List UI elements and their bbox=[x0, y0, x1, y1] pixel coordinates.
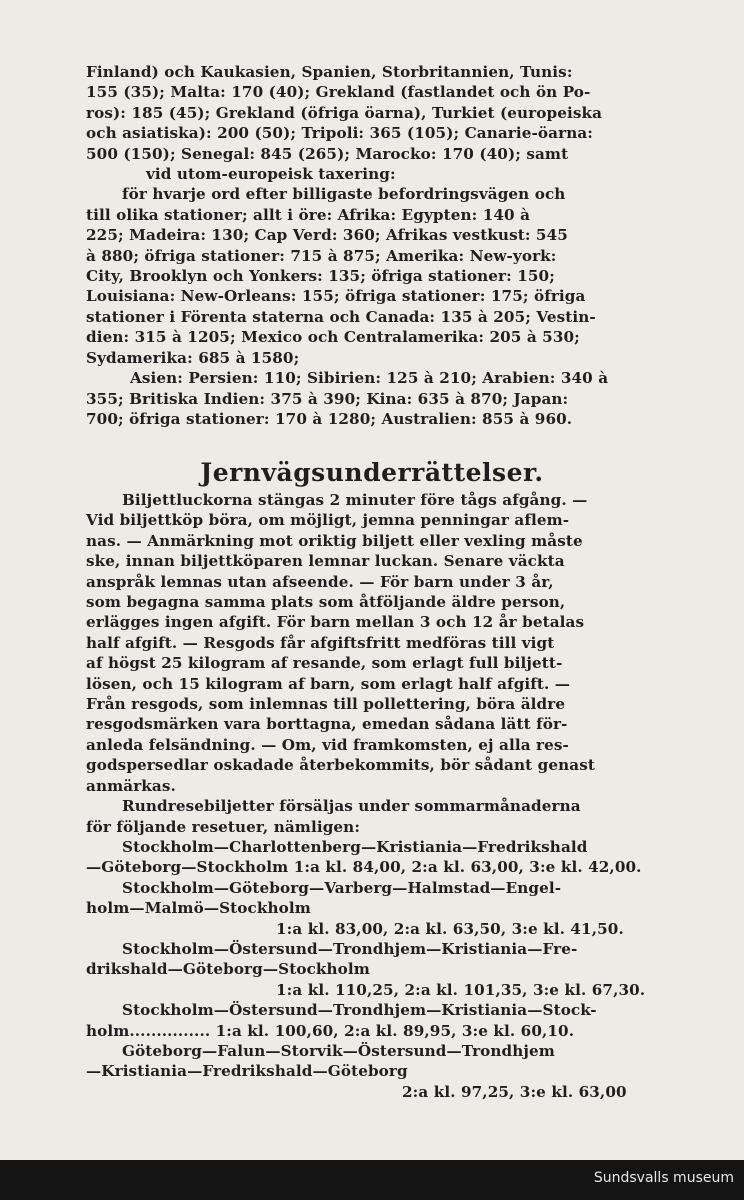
text-line: Louisiana: New-Orleans: 155; öfriga stationer: 175; öfriga bbox=[86, 287, 586, 306]
text-line: som begagna samma plats som åtföljande äldre person, bbox=[86, 593, 566, 612]
text-line: Sydamerika: 685 à 1580; bbox=[86, 348, 300, 367]
text-line: Stockholm—Östersund—Trondhjem—Kristiania—Fre- bbox=[122, 939, 578, 958]
text-line: 225; Madeira: 130; Cap Verd: 360; Afrikas vestkust: 545 bbox=[86, 226, 568, 245]
text-line: dien: 315 à 1205; Mexico och Centralamerika: 205 à 530; bbox=[86, 328, 580, 347]
text-line: Vid biljettköp böra, om möjligt, jemna penningar aflem- bbox=[86, 511, 570, 530]
text-line: 1:a kl. 83,00, 2:a kl. 63,50, 3:e kl. 41,50. bbox=[276, 919, 624, 938]
text-line: City, Brooklyn och Yonkers: 135; öfriga stationer: 150; bbox=[86, 267, 555, 286]
tariff-section bbox=[86, 62, 674, 429]
text-line: anspråk lemnas utan afseende. — För barn under 3 år, bbox=[86, 572, 554, 591]
section-heading: Jernvägsunderrättelser. bbox=[200, 458, 544, 487]
text-line: 500 (150); Senegal: 845 (265); Marocko: 170 (40); samt bbox=[86, 144, 569, 163]
text-line: Rundresebiljetter försäljas under sommarmånaderna bbox=[122, 797, 581, 816]
text-line: 2:a kl. 97,25, 3:e kl. 63,00 bbox=[402, 1082, 627, 1101]
text-line: 1:a kl. 110,25, 2:a kl. 101,35, 3:e kl. 67,30. bbox=[276, 980, 646, 999]
text-line: vid utom-europeisk taxering: bbox=[146, 165, 396, 184]
text-line: anleda felsändning. — Om, vid framkomsten, ej alla res- bbox=[86, 735, 569, 754]
text-line: —Kristiania—Fredrikshald—Göteborg bbox=[86, 1062, 408, 1081]
text-line: för följande resetuer, nämligen: bbox=[86, 817, 361, 836]
text-line: resgodsmärken vara borttagna, emedan sådana lätt för- bbox=[86, 715, 568, 734]
text-line: stationer i Förenta staterna och Canada: 135 à 205; Vestin- bbox=[86, 307, 596, 326]
text-line: godspersedlar oskadade återbekommits, bör sådant genast bbox=[86, 756, 595, 775]
text-line: drikshald—Göteborg—Stockholm bbox=[86, 960, 370, 979]
text-line: holm............... 1:a kl. 100,60, 2:a kl. 89,95, 3:e kl. 60,10. bbox=[86, 1021, 575, 1040]
text-line: erlägges ingen afgift. För barn mellan 3 och 12 år betalas bbox=[86, 613, 585, 632]
text-line: Asien: Persien: 110; Sibirien: 125 à 210; Arabien: 340 à bbox=[130, 369, 609, 388]
museum-watermark: Sundsvalls museum bbox=[593, 1170, 734, 1186]
text-line: Stockholm—Östersund—Trondhjem—Kristiania—Stock- bbox=[122, 1001, 597, 1020]
text-line: för hvarje ord efter billigaste befordringsvägen och bbox=[122, 185, 566, 204]
text-line: holm—Malmö—Stockholm bbox=[86, 899, 311, 918]
text-line: Från resgods, som inlemnas till pollettering, böra äldre bbox=[86, 695, 566, 714]
text-line: 155 (35); Malta: 170 (40); Grekland (fastlandet och ön Po- bbox=[86, 83, 591, 102]
text-line: half afgift. — Resgods får afgiftsfritt medföras till vigt bbox=[86, 633, 555, 652]
text-line: och asiatiska): 200 (50); Tripoli: 365 (105); Canarie-öarna: bbox=[86, 124, 593, 143]
text-line: ske, innan biljettköparen lemnar luckan. Senare väckta bbox=[86, 552, 565, 571]
text-line: Finland) och Kaukasien, Spanien, Storbritannien, Tunis: bbox=[86, 63, 573, 81]
text-line: Göteborg—Falun—Storvik—Östersund—Trondhjem bbox=[122, 1041, 555, 1060]
text-line: 355; Britiska Indien: 375 à 390; Kina: 635 à 870; Japan: bbox=[86, 389, 569, 408]
text-line: Stockholm—Göteborg—Varberg—Halmstad—Engel- bbox=[122, 878, 562, 897]
text-line: anmärkas. bbox=[86, 776, 176, 795]
text-line: lösen, och 15 kilogram af barn, som erlagt half afgift. — bbox=[86, 674, 571, 693]
text-line: à 880; öfriga stationer: 715 à 875; Amerika: New-york: bbox=[86, 246, 557, 265]
text-line: af högst 25 kilogram af resande, som erlagt full biljett- bbox=[86, 654, 563, 673]
text-line: Stockholm—Charlottenberg—Kristiania—Fredrikshald bbox=[122, 837, 588, 856]
text-line: —Göteborg—Stockholm 1:a kl. 84,00, 2:a kl. 63,00, 3:e kl. 42,00. bbox=[86, 858, 642, 877]
text-line: nas. — Anmärkning mot oriktig biljett eller vexling måste bbox=[86, 531, 583, 550]
footer-bar bbox=[0, 1160, 744, 1200]
text-line: 700; öfriga stationer: 170 à 1280; Australien: 855 à 960. bbox=[86, 409, 573, 428]
text-line: till olika stationer; allt i öre: Afrika: Egypten: 140 à bbox=[86, 205, 531, 224]
text-line: Biljettluckorna stängas 2 minuter före tågs afgång. — bbox=[122, 491, 588, 509]
railway-info-section bbox=[86, 490, 674, 1102]
text-line: ros): 185 (45); Grekland (öfriga öarna), Turkiet (europeiska bbox=[86, 103, 603, 122]
